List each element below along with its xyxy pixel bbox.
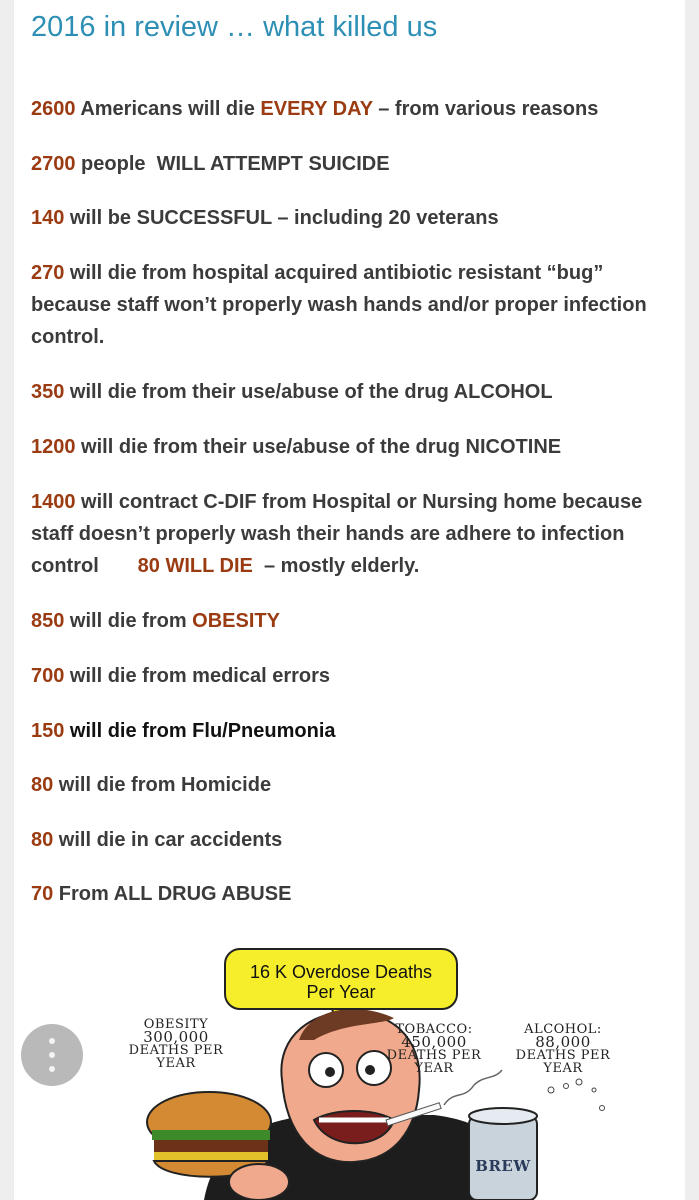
stat-number: 1200: [31, 436, 76, 458]
stat-line: [31, 878, 671, 910]
stat-number: 80: [31, 774, 54, 796]
more-vert-icon: [49, 1038, 55, 1044]
stat-text: – mostly elderly.: [252, 555, 420, 577]
stat-number: 270: [31, 262, 65, 284]
bubble-line: Per Year: [306, 982, 376, 1002]
stat-line: [31, 769, 671, 801]
stat-number: 1400: [31, 491, 76, 513]
stat-line: [31, 431, 671, 463]
stat-text: will die from: [64, 610, 193, 632]
stat-highlight: EVERY DAY: [260, 98, 373, 120]
stat-number: 150: [31, 720, 65, 742]
more-vert-icon: [49, 1066, 55, 1072]
can-label: BREW: [475, 1157, 531, 1175]
stat-text: will be SUCCESSFUL – including 20 veterans: [64, 207, 499, 229]
caption-unit: DEATHS PER YEAR: [128, 1043, 224, 1071]
stat-number: 2700: [31, 153, 76, 175]
caption-label: ALCOHOL:: [524, 1022, 602, 1037]
stat-line: [31, 824, 671, 856]
caption-unit: DEATHS PER YEAR: [515, 1048, 611, 1076]
more-options-button[interactable]: [21, 1024, 83, 1086]
obesity-caption: [116, 1018, 236, 1070]
stat-number: 2600: [31, 98, 76, 120]
stat-text: will die from their use/abuse of the drug ALCOHOL: [64, 381, 553, 403]
stat-highlight: OBESITY: [192, 610, 280, 632]
stat-text: will die in car accidents: [53, 829, 283, 851]
stat-text: From ALL DRUG ABUSE: [53, 883, 292, 905]
stat-number: 80: [31, 829, 54, 851]
article-page: [14, 0, 685, 1200]
speech-bubble: [224, 948, 458, 1010]
stat-number: 140: [31, 207, 65, 229]
more-vert-icon: [49, 1052, 55, 1058]
stat-text: will die from medical errors: [64, 665, 331, 687]
stat-text: will contract C-DIF from Hospital or Nursing home because staff doesn’t properly wash their hands are adhere to infection control: [31, 491, 643, 577]
stat-text: will die from hospital acquired antibiotic resistant “bug” because staff won’t properly wash hands and/or proper infection control.: [31, 262, 647, 348]
cartoon-illustration: [14, 930, 685, 1200]
stat-line: [31, 202, 671, 234]
stat-line: [31, 376, 671, 408]
tobacco-caption: [374, 1023, 494, 1075]
stat-text: will die from their use/abuse of the drug NICOTINE: [75, 436, 562, 458]
page-title: 2016 in review … what killed us: [31, 11, 438, 43]
caption-label: TOBACCO:: [395, 1022, 473, 1037]
stat-line: [31, 715, 671, 747]
stat-line: [31, 257, 671, 353]
stat-line: [31, 486, 671, 582]
stat-text: will die from Flu/Pneumonia: [64, 720, 336, 742]
stat-number: 70: [31, 883, 54, 905]
caption-unit: DEATHS PER YEAR: [386, 1048, 482, 1076]
stat-text: – from various reasons: [372, 98, 599, 120]
bubble-line: 16 K Overdose Deaths: [249, 962, 433, 982]
stat-highlight: 80 WILL DIE: [137, 555, 253, 577]
caption-value: 450,000: [401, 1033, 467, 1051]
stat-line: [31, 93, 671, 125]
caption-label: OBESITY: [143, 1017, 209, 1032]
caption-value: 300,000: [143, 1028, 209, 1046]
alcohol-caption: [503, 1023, 623, 1075]
stat-text: people WILL ATTEMPT SUICIDE: [75, 153, 390, 175]
stat-line: [31, 605, 671, 637]
stat-number: 850: [31, 610, 65, 632]
stat-line: [31, 148, 671, 180]
stat-text: Americans will die: [75, 98, 261, 120]
caption-value: 88,000: [535, 1033, 591, 1051]
stat-number: 350: [31, 381, 65, 403]
stat-text: will die from Homicide: [53, 774, 272, 796]
stat-line: [31, 660, 671, 692]
stat-number: 700: [31, 665, 65, 687]
